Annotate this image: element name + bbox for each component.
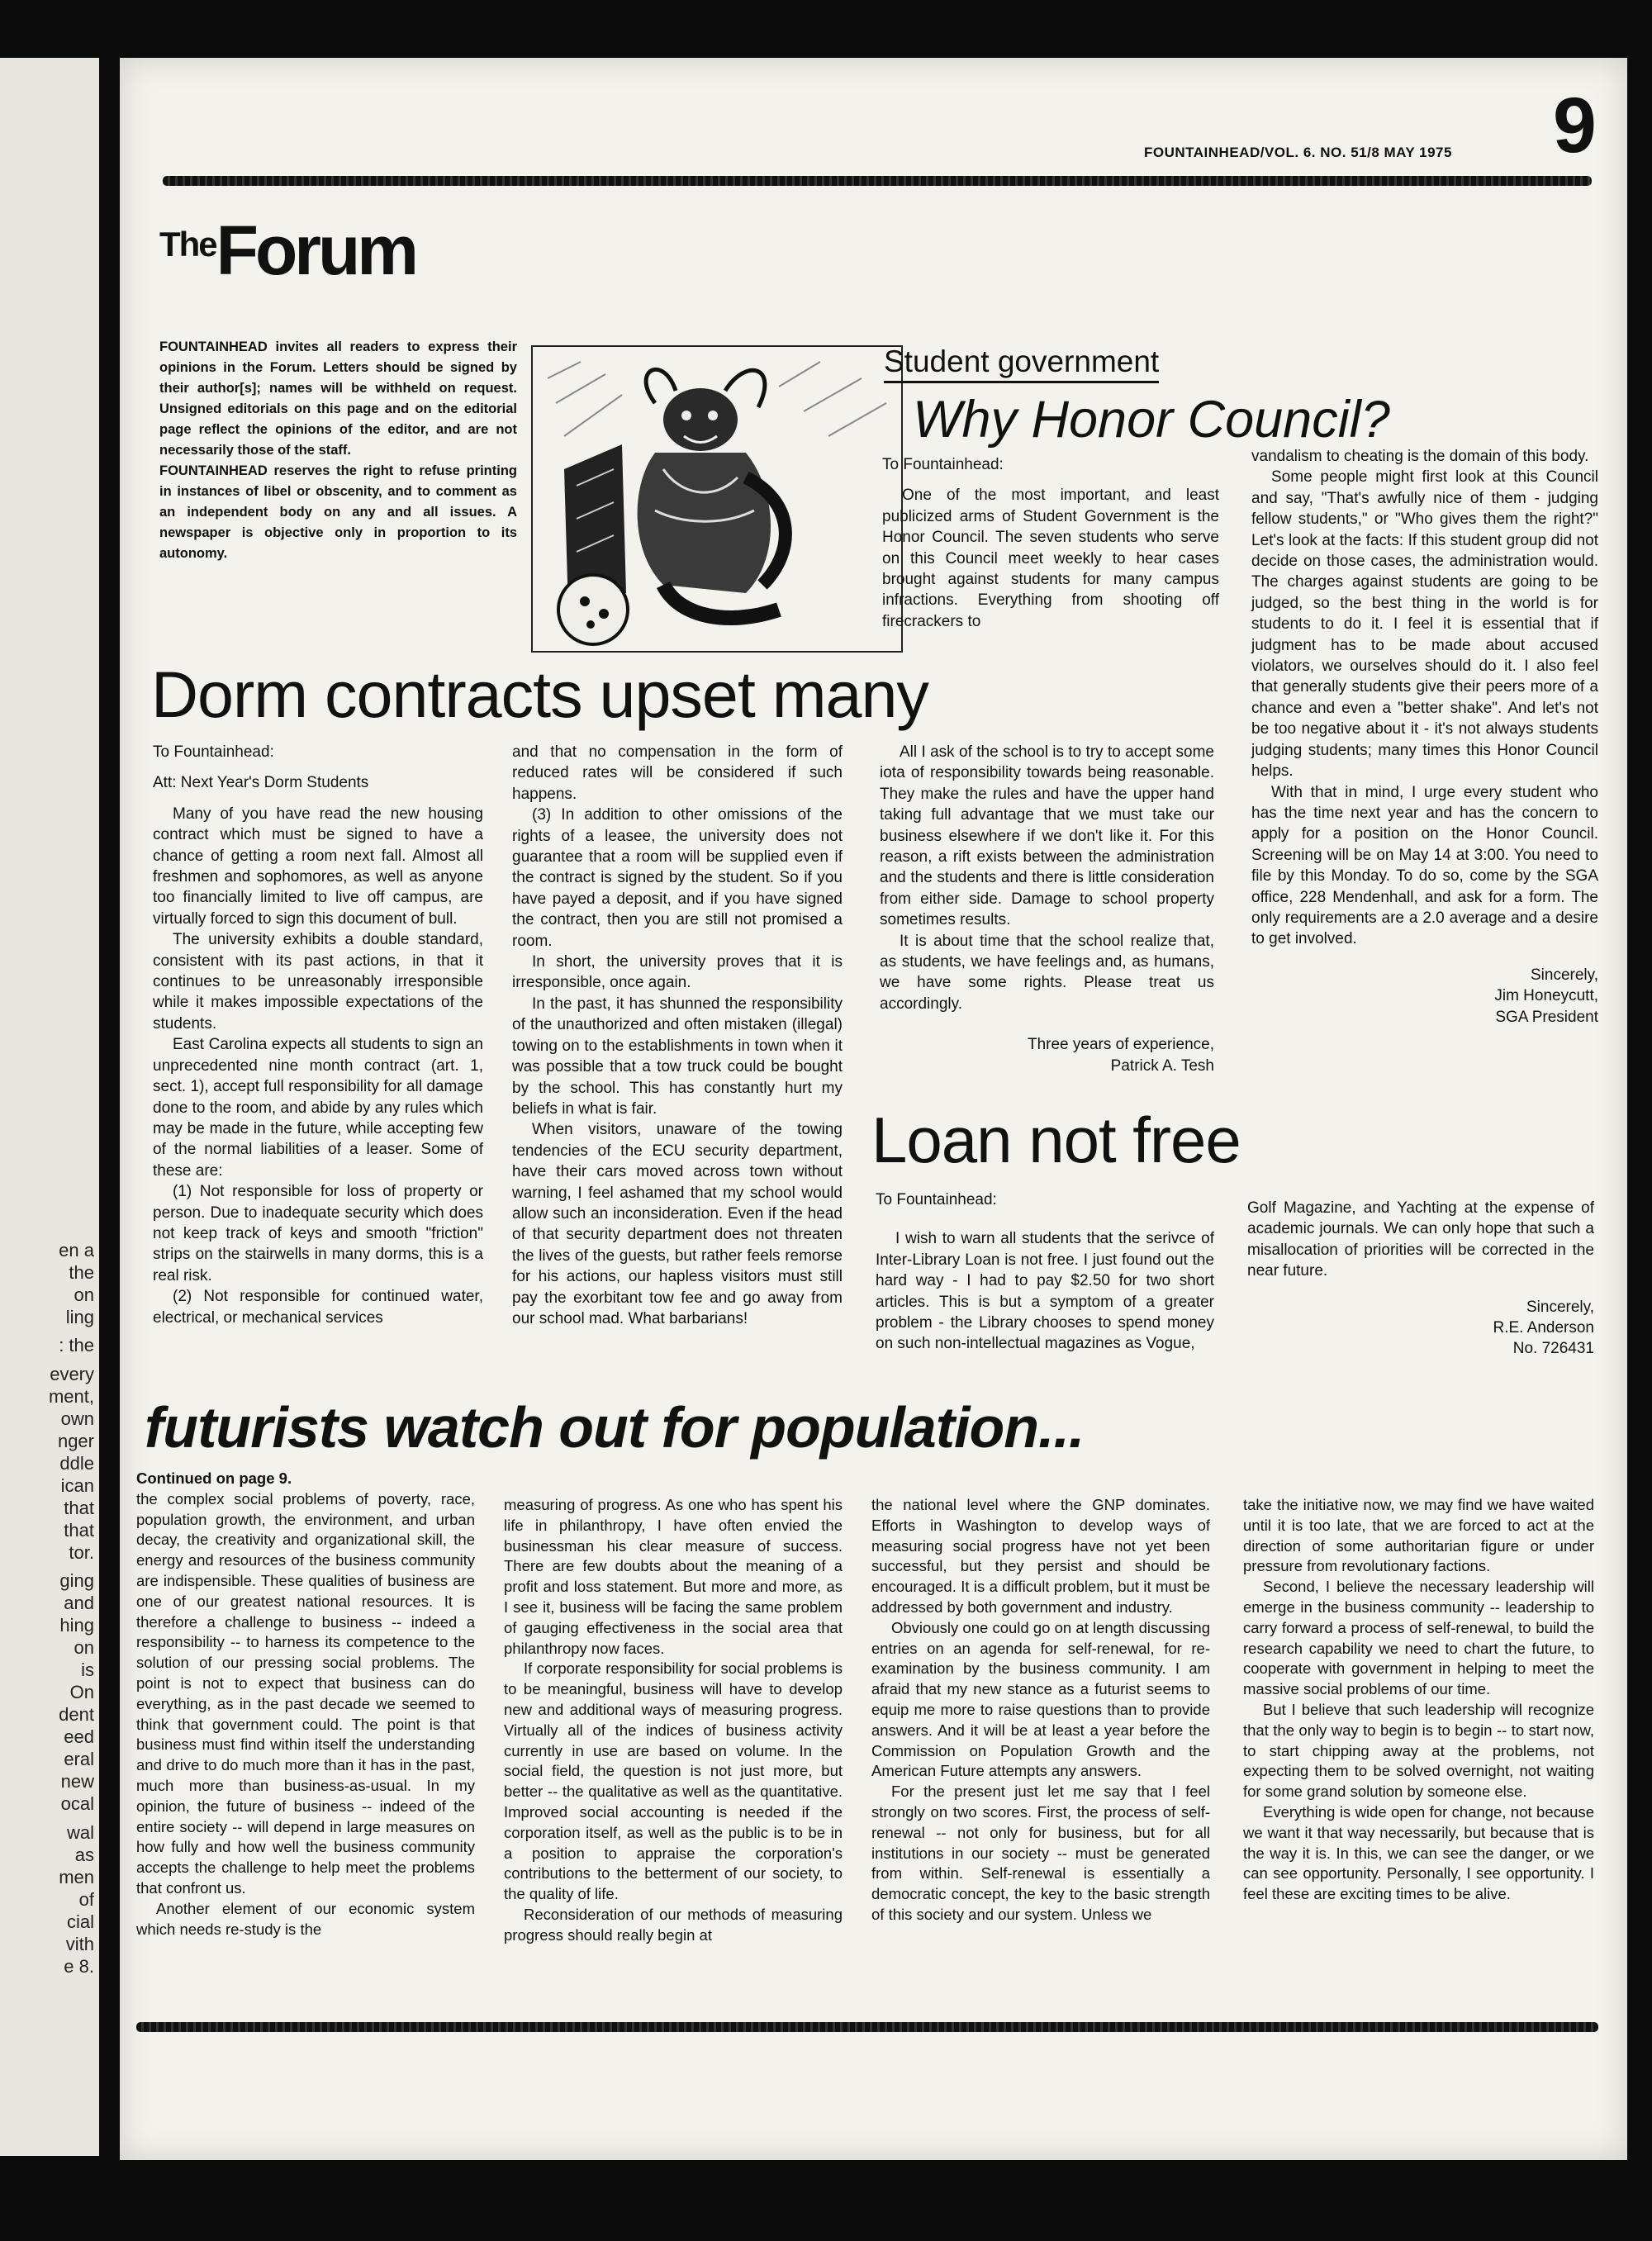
futurists-col-3 bbox=[871, 1495, 1210, 1925]
forum-logo bbox=[159, 211, 415, 291]
honor-salutation: To Fountainhead: bbox=[882, 456, 1004, 473]
futurists-jump: Continued on page 9. bbox=[136, 1469, 292, 1487]
policy-paragraph-2: FOUNTAINHEAD reserves the right to refuse printing in instances of libel or obscenity, and to comment as an independent body on any and all issues. A newspaper is objective only in proportion to its autonomy. bbox=[159, 463, 517, 561]
futurists-col-4 bbox=[1243, 1495, 1594, 1905]
forum-logo-word: Forum bbox=[216, 211, 415, 289]
honor-col2-p3: With that in mind, I urge every student who has the time next year and has the concern to apply for a position on the Honor Council. Screening will be on May 14 at 3:00. You need to file by this Monday. To do so, come by the SGA office, 228 Mendenhall, and ask for a form. The only requirements are a 2.0 average and a desire to get involved. bbox=[1251, 783, 1598, 948]
loan-headline: Loan not free bbox=[871, 1104, 1241, 1176]
dorm-c2-p4: In the past, it has shunned the responsibility of the unauthorized and often mistaken (illegal) towing on to the establishments in town when it was possible that a tow truck could be bought by the school. This has constantly hurt my beliefs in what is fair. bbox=[512, 995, 843, 1118]
honor-col-2 bbox=[1251, 446, 1598, 1028]
dorm-headline: Dorm contracts upset many bbox=[151, 658, 928, 731]
loan-sign-1: Sincerely, bbox=[1526, 1298, 1594, 1316]
dorm-c2-p2: (3) In addition to other omissions of the rights of a leasee, the university does not guarantee that a room will be supplied even if the contract is signed by the student. So if you have payed a deposit, and if you have signed the contract, then you are still not promised a room. bbox=[512, 806, 843, 950]
futurists-headline: futurists watch out for population... bbox=[145, 1395, 1085, 1460]
honor-col-1 bbox=[882, 454, 1219, 632]
honor-col2-p2: Some people might first look at this Council and say, "That's awfully nice of them - judging fellow students," or "Who gives them the right?" Let's look at the facts: If this student group did not decide on those cases, the administration would. The charges against students are going to be judged, so the best thing in the world is for students to do it. I feel it is essential that if judgment has to be made about accused violators, we ourselves should do it. I also feel that generally students give their peers more of a chance and even a "better shake". And let's not be too negative about it - it's not always students judging students; many times this Honor Council helps. bbox=[1251, 468, 1598, 781]
dorm-attn: Att: Next Year's Dorm Students bbox=[153, 774, 369, 792]
futurists-c2-p2: If corporate responsibility for social problems is to be meaningful, business will have to develop new and additional ways of measuring progress. Virtually all of the indices of business activity currently in use are based on volume. In the social field, the question is not just more, but better -- the qualitative as well as the quantitative. Improved social accounting is needed if the corporation itself, as well as the public is to be in a position to appraise the corporation's contributions to the betterment of our society, to the quality of life. bbox=[504, 1659, 843, 1903]
honor-col1-p1: One of the most important, and least publicized arms of Student Government is the Honor Council. The seven students who serve on this Council meet weekly to hear cases brought against students for many campus infractions. Everything from shooting off firecrackers to bbox=[882, 487, 1219, 630]
left-fragment-5: wal as men of cial vith e 8. bbox=[59, 1822, 94, 1977]
loan-sign-3: No. 726431 bbox=[1512, 1340, 1594, 1358]
dorm-c3-p1: All I ask of the school is to try to accept some iota of responsibility towards being reasonable. They make the rules and have the upper hand taking full advantage that we must take our business elsewhere if we don't like it. For this reason, a rift exists between the administration and the students and there is little consideration from either side. Damage to school property sometimes results. bbox=[880, 743, 1214, 929]
dorm-salutation: To Fountainhead: bbox=[153, 743, 274, 761]
dorm-c1-p5: (2) Not responsible for continued water, electrical, or mechanical services bbox=[153, 1288, 483, 1327]
futurists-c3-p3: For the present just let me say that I feel strongly on two scores. First, the process of self-renewal -- not only for business, but for all institutions in our society -- must be generated from within. Self-renewal is essentially a democratic concept, the key to the basic strength of this society and our system. Unless we bbox=[871, 1783, 1210, 1923]
header-rule bbox=[163, 176, 1592, 186]
honor-headline: Why Honor Council? bbox=[913, 391, 1390, 449]
honor-col2-p1: vandalism to cheating is the domain of this body. bbox=[1251, 448, 1589, 465]
forum-policy bbox=[159, 337, 517, 564]
futurists-c4-p4: Everything is wide open for change, not because we want it that way necessarily, but because that is the way it is. In this, we can see the danger, or we can see opportunity. Personally, I see opportunity. I feel these are exciting times to be alive. bbox=[1243, 1802, 1594, 1903]
left-fragment-1: en a the on ling bbox=[59, 1240, 94, 1327]
loan-salutation: To Fountainhead: bbox=[876, 1191, 997, 1208]
page-number: 9 bbox=[1553, 82, 1597, 169]
futurists-c4-p3: But I believe that such leadership will recognize that the only way to begin is to begin -- to start now, to start chipping away at the problems, not expecting them to be solved overnight, not waiting for some grand solution by someone else. bbox=[1243, 1700, 1594, 1801]
issue-line: FOUNTAINHEAD/VOL. 6. NO. 51/8 MAY 1975 bbox=[1144, 145, 1452, 160]
dorm-c1-p2: The university exhibits a double standard, consistent with its past actions, in that it continues to be unreasonably irresponsible while it makes impossible expectations of the students. bbox=[153, 931, 483, 1033]
honor-sign-1: Sincerely, bbox=[1530, 966, 1598, 984]
gargoyle-illustration bbox=[531, 345, 903, 653]
dorm-c1-p4: (1) Not responsible for loss of property or person. Due to inadequate security which does not keep track of keys and smooth "friction" strips on the stairwells in many dorms, this is a real risk. bbox=[153, 1183, 483, 1284]
honor-kicker: Student government bbox=[884, 344, 1159, 383]
futurists-col-2 bbox=[504, 1495, 843, 1946]
loan-c2-p1: Golf Magazine, and Yachting at the expense of academic journals. We can only hope that such a misallocation of priorities will be corrected in the near future. bbox=[1247, 1199, 1594, 1280]
dorm-sign-1: Three years of experience, bbox=[1027, 1036, 1214, 1054]
dorm-c2-p1: and that no compensation in the form of reduced rates will be considered if such happens. bbox=[512, 743, 843, 803]
newspaper-page bbox=[120, 58, 1627, 2160]
dorm-col-2 bbox=[512, 742, 843, 1329]
dorm-c2-p5: When visitors, unaware of the towing tendencies of the ECU security department, have their cars moved across town without warning, I feel ashamed that my school would allow such an inconsideration. Even if the head of that security department does not threaten the lives of the guests, but rather feels remorse for his actions, our hapless visitors must still pay the exorbitant tow fee and go away from our school mad. What barbarians! bbox=[512, 1121, 843, 1327]
futurists-c2-p3: Reconsideration of our methods of measuring progress should really begin at bbox=[504, 1905, 843, 1944]
futurists-c3-p2: Obviously one could go on at length discussing entries on an agenda for self-renewal, for re-examination by the business community. I am afraid that my new stance as a futurist seems to equip me more to raise questions than to provide answers. And it will be at least a year before the Commission on Population Growth and the American Future attempts any answers. bbox=[871, 1618, 1210, 1780]
footer-rule bbox=[136, 2022, 1598, 2032]
dorm-c1-p3: East Carolina expects all students to sign an unprecedented nine month contract (art. 1, sect. 1), accept full responsibility for all damage done to the room, and abide by any rules which may be made in the future, while accepting few of the normal liabilities of a leaser. Some of these are: bbox=[153, 1036, 483, 1180]
policy-paragraph-1: FOUNTAINHEAD invites all readers to express their opinions in the Forum. Letters should be signed by their author[s]; names will be withheld on request. Unsigned editorials on this page and on the editorial page reflect the opinions of the editor, and are not necessarily those of the staff. bbox=[159, 339, 517, 458]
futurists-c3: the national level where the GNP dominates. Efforts in Washington to develop ways of measuring social progress have not yet been successful, but they persist and should be encouraged. It is a difficult problem, but it must be addressed by both government and industry. bbox=[871, 1496, 1210, 1616]
left-page-edge bbox=[0, 58, 99, 2156]
dorm-col-3 bbox=[880, 742, 1214, 1076]
loan-col-1 bbox=[876, 1189, 1214, 1355]
dorm-col-1 bbox=[153, 742, 483, 1328]
loan-sign-2: R.E. Anderson bbox=[1493, 1319, 1594, 1337]
futurists-col-1 bbox=[136, 1469, 475, 1940]
loan-c1-p1: I wish to warn all students that the serivce of Inter-Library Loan is not free. I just found out the hard way - I had to pay $2.50 for two short articles. This is but a symptom of a greater problem - the Library chooses to spend money on such non-intellectual magazines as Vogue, bbox=[876, 1230, 1214, 1353]
honor-sign-3: SGA President bbox=[1495, 1008, 1598, 1026]
dorm-sign-2: Patrick A. Tesh bbox=[1110, 1056, 1214, 1075]
dorm-c1-p1: Many of you have read the new housing contract which must be signed to have a chance of getting a room next fall. Almost all freshmen and sophomores, as well as anyone too financially limited to live off campus, are virtually forced to sign this document of bull. bbox=[153, 805, 483, 928]
futurists-c2: measuring of progress. As one who has spent his life in philanthropy, I have often envied the businessman his clear measure of success. There are few doubts about the meaning of a profit and loss statement. But more and more, as I see it, business will be facing the same problem of gauging effectiveness in the social area that philanthropy now faces. bbox=[504, 1496, 843, 1657]
left-fragment-4: ging and hing on is On dent eed eral new ocal bbox=[59, 1570, 94, 1814]
honor-sign-2: Jim Honeycutt, bbox=[1494, 987, 1598, 1005]
futurists-c4: take the initiative now, we may find we have waited until it is too late, that we are forced to act at the direction of some authoritarian figure or under pressure from revolutionary factions. bbox=[1243, 1496, 1594, 1575]
dorm-c3-p2: It is about time that the school realize that, as students, we have feelings and, as humans, we have some rights. Please treat us accordingly. bbox=[880, 932, 1214, 1013]
dorm-c2-p3: In short, the university proves that it is irresponsible, once again. bbox=[512, 953, 843, 992]
left-fragment-3: every ment, own nger ddle ican that that tor. bbox=[48, 1364, 94, 1563]
left-fragment-2: : the bbox=[59, 1335, 94, 1356]
loan-col-2 bbox=[1247, 1198, 1594, 1360]
futurists-c1-p2: Another element of our economic system which needs re-study is the bbox=[136, 1899, 475, 1938]
futurists-c4-p2: Second, I believe the necessary leadership will emerge in the business community -- leadership to carry forward a process of self-renewal, to build the research capability we need to chart the future, to cooperate with government in helping to meet the massive social problems of our time. bbox=[1243, 1578, 1594, 1698]
forum-logo-the: The bbox=[159, 225, 216, 264]
futurists-c1: the complex social problems of poverty, race, population growth, the environment, and urban decay, the creativity and organizational skill, the energy and resources of the business community are indispensible. These qualities of business are one of our greatest national resources. It is therefore a challenge to business -- indeed a responsibility -- to harness its competence to the solution of our pressing social problems. The point is not to expect that business can do everything, as in the past decade we seemed to think that government could. The point is that business must find within itself the understanding and drive to do much more than it has in the past, much more than business-as-usual. In my opinion, the future of business -- indeed of the entire society -- will depend in large measures on how fully and how well the business community accepts the challenge to help meet the problems that confront us. bbox=[136, 1489, 475, 1897]
